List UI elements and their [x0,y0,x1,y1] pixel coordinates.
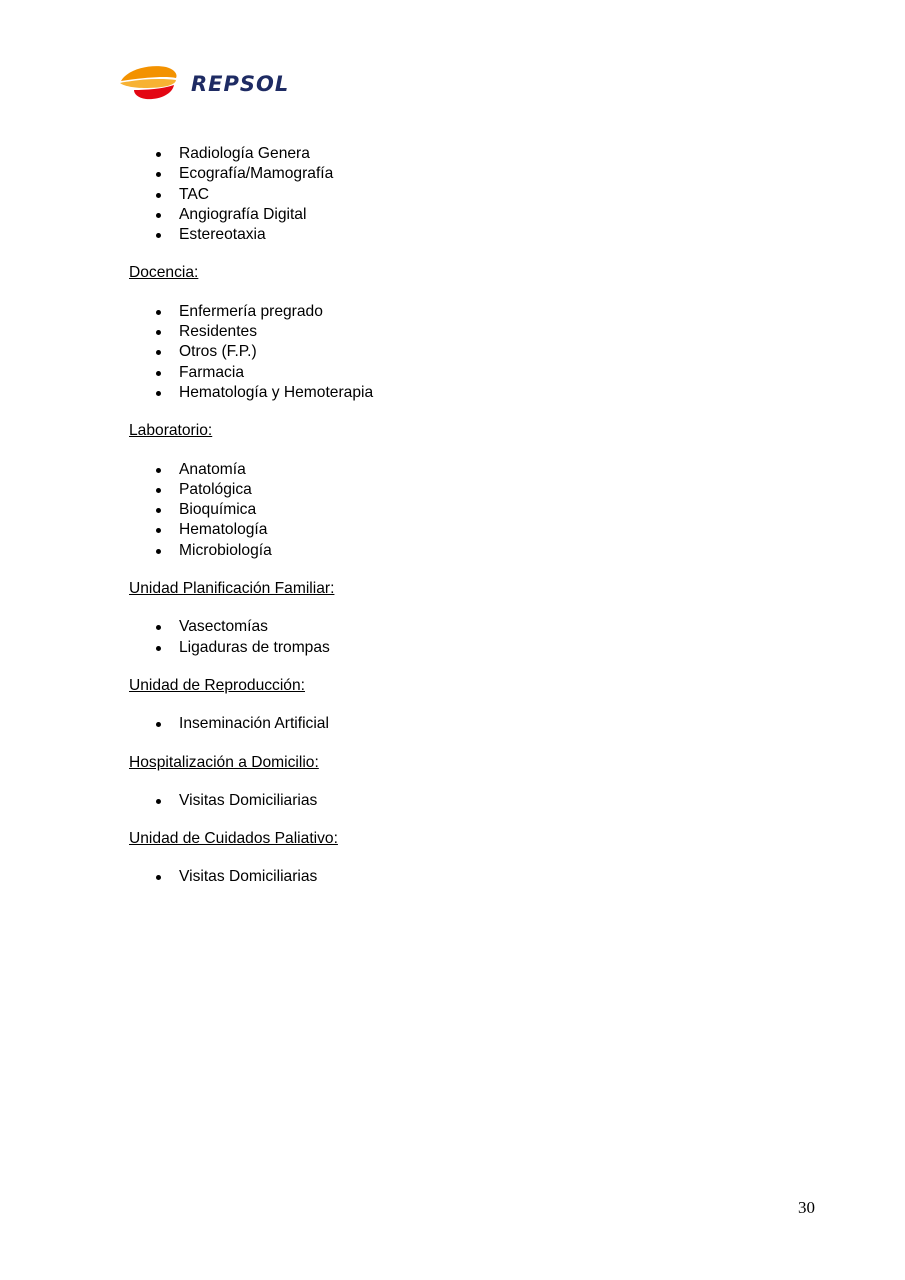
hospitalizacion-list [129,791,809,811]
repsol-logo [118,64,318,104]
list-item: Residentes [129,322,809,342]
intro-list [129,144,809,245]
list-item: Visitas Domiciliarias [129,791,809,811]
section-heading-docencia: Docencia: [129,264,199,282]
section-heading-paliativos: Unidad de Cuidados Paliativo: [129,830,338,848]
list-item: Ligaduras de trompas [129,638,809,658]
laboratorio-list [129,460,809,561]
list-item: Hematología [129,520,809,540]
list-item: Inseminación Artificial [129,714,809,734]
list-item: Ecografía/Mamografía [129,164,809,184]
section-heading-laboratorio: Laboratorio: [129,422,213,440]
repsol-flame-icon [118,64,180,104]
list-item: Otros (F.P.) [129,342,809,362]
list-item: Enfermería pregrado [129,302,809,322]
section-heading-reproduccion: Unidad de Reproducción: [129,676,305,694]
list-item: Vasectomías [129,617,809,637]
planificacion-list [129,617,809,658]
logo-wordmark: REPSOL [191,72,290,96]
list-item: Farmacia [129,363,809,383]
list-item: TAC [129,185,809,205]
list-item: Visitas Domiciliarias [129,867,809,887]
list-item: Bioquímica [129,500,809,520]
list-item: Microbiología [129,541,809,561]
list-item: Hematología y Hemoterapia [129,383,809,403]
section-heading-hospitalizacion: Hospitalización a Domicilio: [129,753,319,771]
list-item: Patológica [129,480,809,500]
reproduccion-list [129,714,809,734]
document-body [129,144,809,888]
list-item: Estereotaxia [129,225,809,245]
docencia-list [129,302,809,403]
section-heading-planificacion: Unidad Planificación Familiar: [129,580,335,598]
page-number: 30 [798,1198,815,1217]
list-item: Anatomía [129,460,809,480]
list-item: Radiología Genera [129,144,809,164]
paliativos-list [129,867,809,887]
list-item: Angiografía Digital [129,205,809,225]
